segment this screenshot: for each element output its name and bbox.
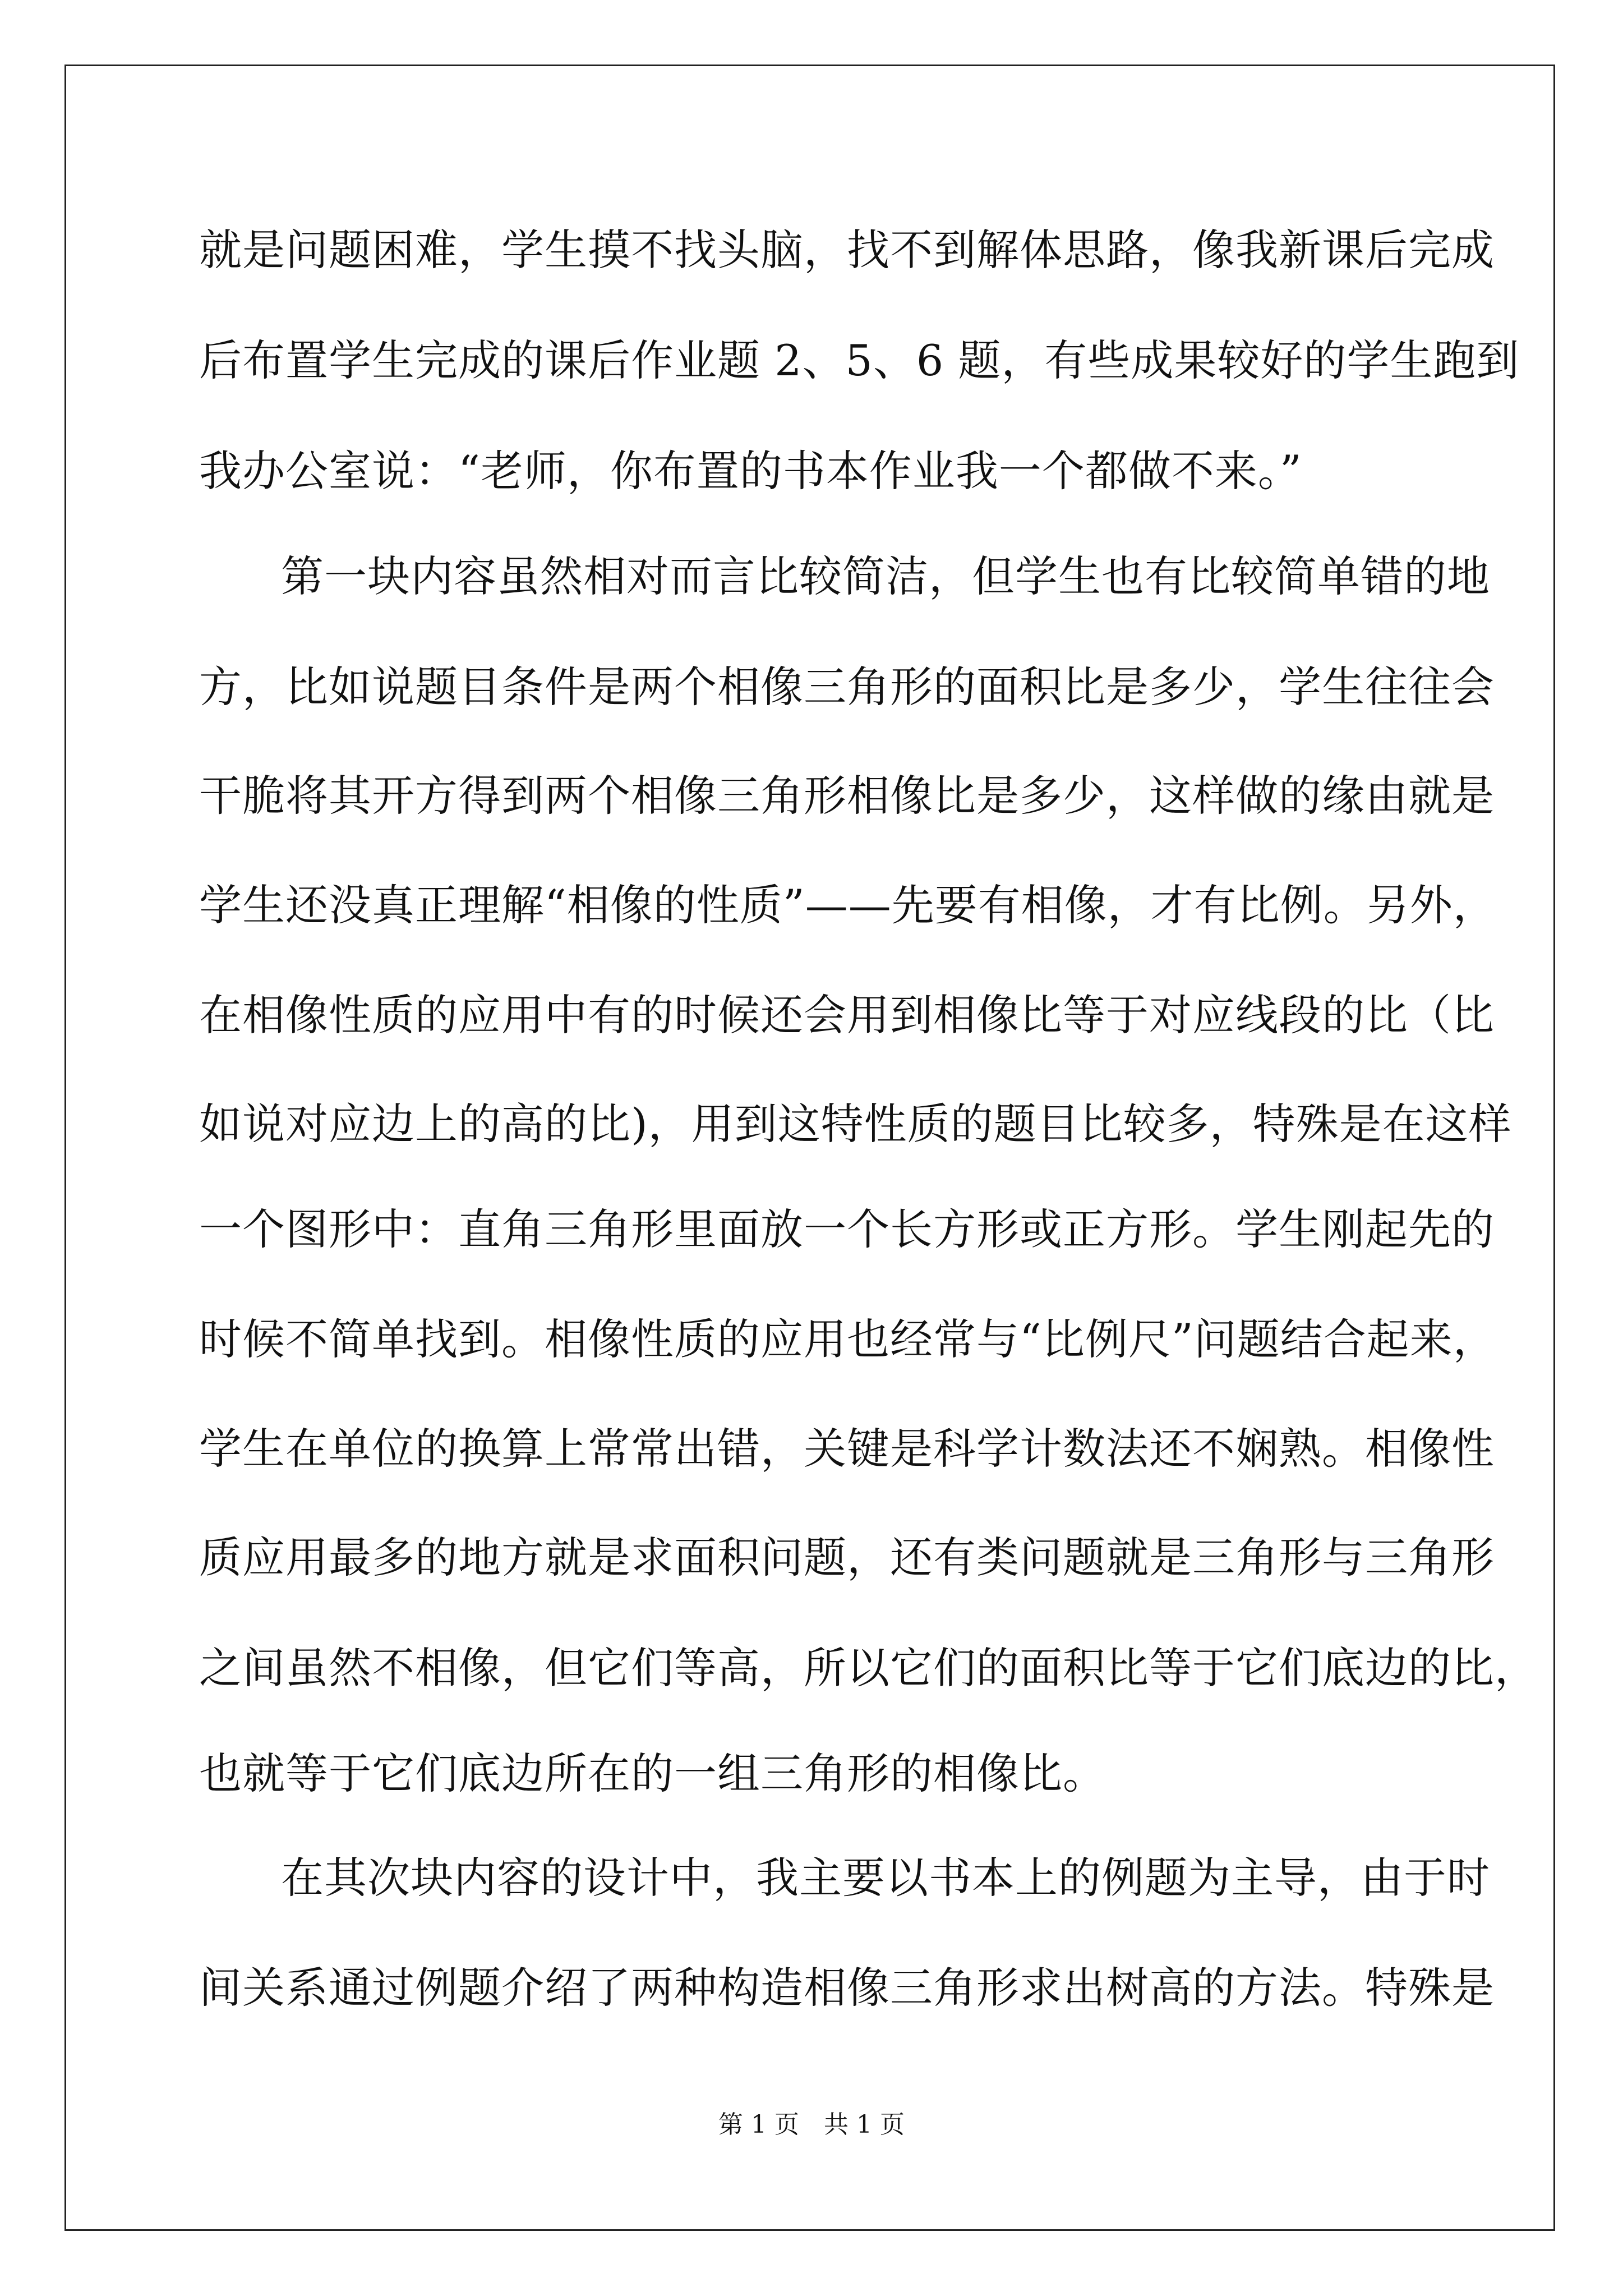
text-line: 后布置学生完成的课后作业题 2、5、6 题，有些成果较好的学生跑到 <box>199 335 1520 385</box>
text-line: 学生在单位的换算上常常出错，关键是科学计数法还不娴熟。相像性 <box>199 1424 1495 1474</box>
text-line: 时候不简单找到。相像性质的应用也经常与“比例尺”问题结合起来， <box>199 1314 1496 1364</box>
paragraph-start-line: 第一块内容虽然相对而言比较简洁，但学生也有比较简单错的地 <box>281 551 1490 601</box>
text-line: 就是问题困难，学生摸不找头脑，找不到解体思路，像我新课后完成 <box>199 225 1495 275</box>
paragraph-start-line: 在其次块内容的设计中，我主要以书本上的例题为主导，由于时 <box>281 1853 1490 1903</box>
text-line: 如说对应边上的高的比)，用到这特性质的题目比较多，特殊是在这样 <box>199 1099 1512 1149</box>
text-line: 我办公室说：“老师，你布置的书本作业我一个都做不来。” <box>199 446 1302 496</box>
text-line: 在相像性质的应用中有的时候还会用到相像比等于对应线段的比（比 <box>199 990 1495 1040</box>
text-line: 之间虽然不相像，但它们等高，所以它们的面积比等于它们底边的比， <box>199 1643 1538 1693</box>
text-line: 一个图形中：直角三角形里面放一个长方形或正方形。学生刚起先的 <box>199 1204 1495 1254</box>
text-line: 质应用最多的地方就是求面积问题，还有类问题就是三角形与三角形 <box>199 1533 1495 1582</box>
page-number-footer: 第 1 页 共 1 页 <box>718 2110 905 2139</box>
text-line: 也就等于它们底边所在的一组三角形的相像比。 <box>199 1749 1106 1798</box>
text-line: 学生还没真正理解“相像的性质”——先要有相像，才有比例。另外， <box>199 880 1496 930</box>
text-line: 方，比如说题目条件是两个相像三角形的面积比是多少，学生往往会 <box>199 662 1495 712</box>
text-line: 间关系通过例题介绍了两种构造相像三角形求出树高的方法。特殊是 <box>199 1963 1495 2013</box>
text-line: 干脆将其开方得到两个相像三角形相像比是多少，这样做的缘由就是 <box>199 771 1495 821</box>
